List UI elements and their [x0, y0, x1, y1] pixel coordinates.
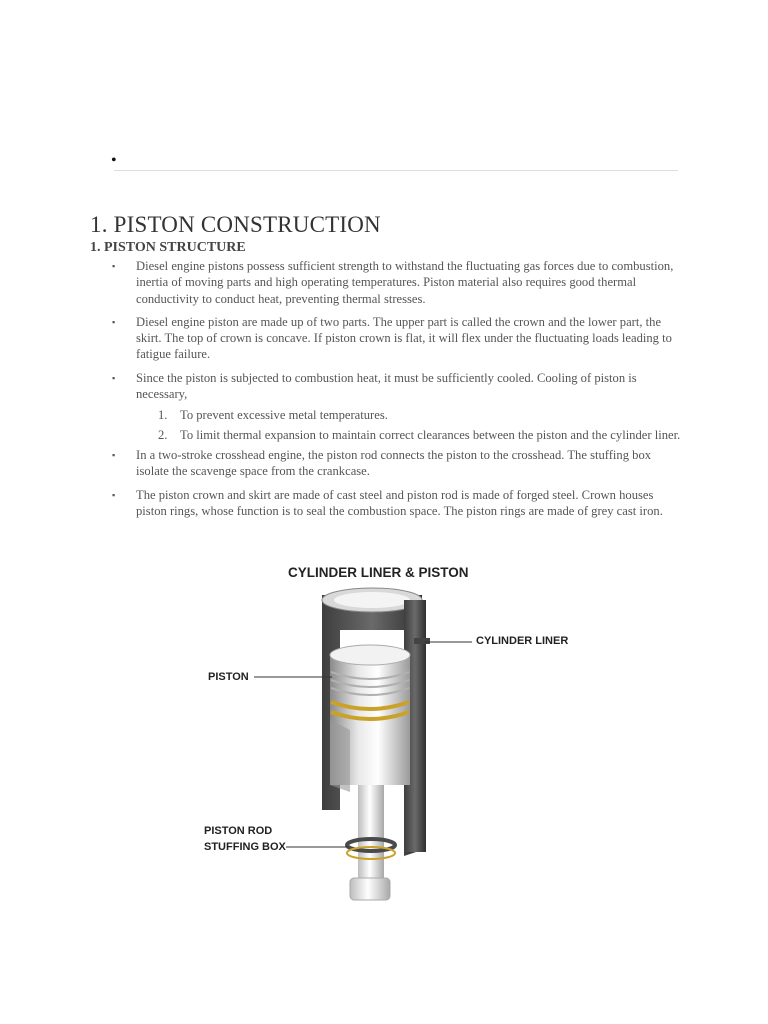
square-bullet-icon: ▪: [112, 316, 116, 327]
item-number: 2.: [158, 427, 168, 442]
square-bullet-icon: ▪: [112, 449, 116, 460]
piston-crown-shape: [330, 645, 410, 665]
list-item-text: Since the piston is subjected to combustion heat, it must be sufficiently cooled. Cooling of piston is necessary,: [136, 370, 637, 402]
figure-title: CYLINDER LINER & PISTON: [288, 565, 469, 580]
square-bullet-icon: ▪: [112, 489, 116, 500]
numbered-item: [136, 407, 682, 423]
divider: [114, 170, 678, 171]
liner-bore-shape: [334, 592, 410, 608]
list-item: [112, 487, 682, 520]
cylinder-liner-label: CYLINDER LINER: [476, 635, 569, 647]
liner-flange-shape: [414, 638, 430, 644]
item-number: 1.: [158, 408, 168, 423]
list-item: [112, 314, 682, 363]
piston-rod-shape: [358, 785, 384, 880]
list-item-text: The piston crown and skirt are made of cast steel and piston rod is made of forged steel. Crown houses piston rings, whose function is to seal the combustion space. The piston rings are made of grey cast iron.: [136, 487, 663, 518]
list-item: [112, 370, 682, 443]
list-item: [112, 258, 682, 307]
piston-rod-label: PISTON ROD: [204, 825, 273, 837]
crosshead-end-shape: [350, 878, 390, 900]
square-bullet-icon: ▪: [112, 372, 116, 383]
top-bullet: •: [111, 152, 117, 169]
piston-cylinder-illustration: [190, 560, 590, 910]
numbered-item: [136, 427, 682, 443]
list-item-text: Diesel engine piston are made up of two parts. The upper part is called the crown and the lower part, the skirt. The top of crown is concave. If piston crown is flat, it will flex under the fluctuating loads leading to fatigue failure.: [136, 314, 672, 362]
cooling-reasons-list: [136, 407, 682, 443]
section-heading: 1. PISTON STRUCTURE: [90, 240, 246, 255]
list-item-text: Diesel engine pistons possess sufficient strength to withstand the fluctuating gas forces due to combustion, inertia of moving parts and high operating temperatures. Piston material also requires good thermal conductivity to conduct heat, preventing thermal stresses.: [136, 259, 674, 306]
page-title: 1. PISTON CONSTRUCTION: [90, 212, 381, 237]
numbered-item-text: To prevent excessive metal temperatures.: [180, 408, 388, 423]
piston-skirt-shade: [330, 720, 350, 792]
stuffing-box-label: STUFFING BOX: [204, 841, 286, 853]
numbered-item-text: To limit thermal expansion to maintain correct clearances between the piston and the cylinder liner.: [180, 427, 681, 442]
list-item-text: In a two-stroke crosshead engine, the piston rod connects the piston to the crosshead. The stuffing box isolate the scavenge space from the crankcase.: [136, 447, 652, 479]
list-item: [112, 447, 682, 480]
piston-label: PISTON: [208, 671, 249, 683]
square-bullet-icon: ▪: [112, 261, 116, 271]
piston-structure-list: [112, 258, 682, 526]
